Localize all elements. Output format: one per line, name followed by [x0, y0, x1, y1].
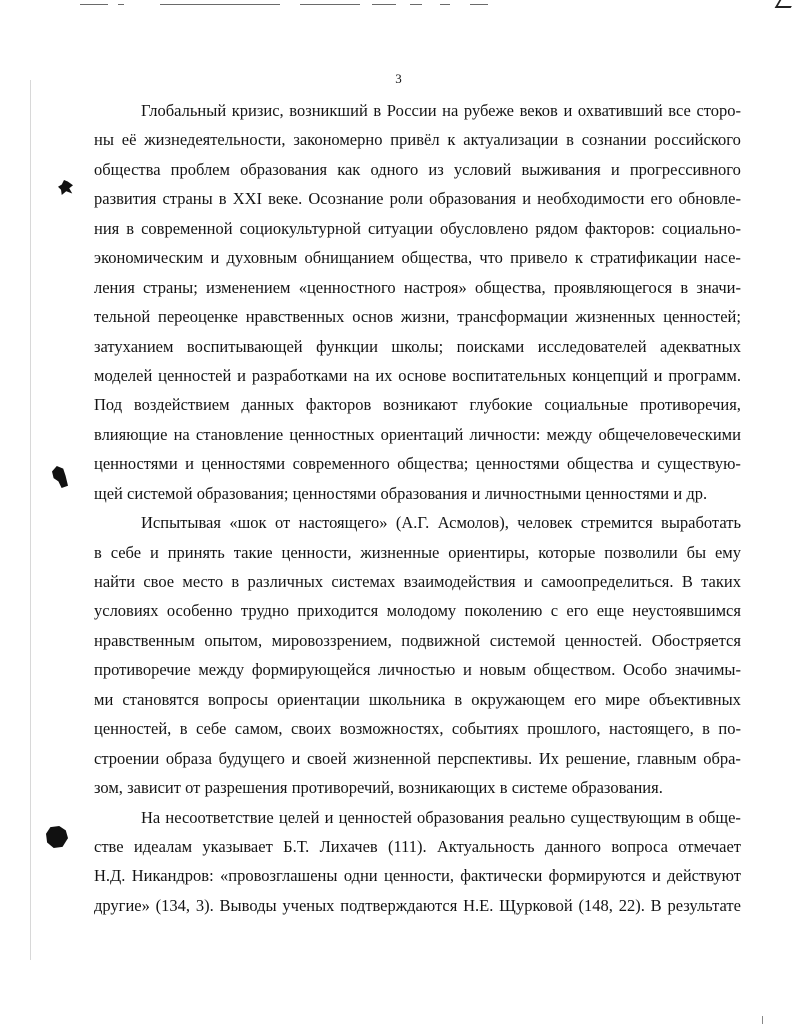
margin-blot-mark: [58, 180, 73, 195]
text-line: общества проблем образования как одного из условий выживания и прогрессивного: [94, 159, 741, 179]
text-line: противоречие между формирующейся личностью и новым обществом. Особо значимы-: [94, 660, 741, 680]
text-line: в себе и принять такие ценности, жизненные ориентиры, которые позволили бы ему: [94, 542, 741, 562]
text-line: На несоответствие целей и ценностей образования реально существующим в обще-: [141, 807, 741, 827]
text-line: условиях особенно трудно приходится молодому поколению с его еще неустоявшимся: [94, 601, 741, 621]
text-line: моделей ценностей и разработками на их основе воспитательных концепций и программ.: [94, 365, 741, 385]
text-line: ценностями и ценностями современного общества; ценностями общества и существую-: [94, 454, 741, 474]
text-line: другие» (134, 3). Выводы ученых подтверждаются Н.Е. Щурковой (148, 22). В результате: [94, 895, 741, 915]
margin-blot-mark: [46, 826, 68, 848]
text-line: развития страны в XXI веке. Осознание роли образования и необходимости его обновле-: [94, 189, 741, 209]
text-line: тельной переоценке нравственных основ жизни, трансформации жизненных ценностей;: [94, 307, 741, 327]
page-number: 3: [395, 71, 402, 86]
text-line: ми становятся вопросы ориентации школьника в окружающем его мире объективных: [94, 689, 741, 709]
text-line: Н.Д. Никандров: «провозглашены одни ценности, фактически формируются и действуют: [94, 866, 741, 886]
text-line: Испытывая «шок от настоящего» (А.Г. Асмолов), человек стремится выработать: [141, 513, 741, 533]
paragraph: [94, 508, 741, 802]
scan-bottom-tick: [762, 1016, 763, 1024]
document-body: [94, 96, 741, 920]
text-line: Глобальный кризис, возникший в России на рубеже веков и охвативший все сторо-: [141, 101, 741, 120]
text-line: Под воздействием данных факторов возникают глубокие социальные противоречия,: [94, 395, 741, 415]
scan-left-rule: [30, 80, 31, 960]
paragraph: [94, 96, 741, 508]
text-line: стве идеалам указывает Б.Т. Лихачев (111). Актуальность данного вопроса отмечает: [94, 836, 741, 856]
text-line: ления страны; изменением «ценностного настроя» общества, проявляющегося в значи-: [94, 277, 741, 297]
text-line: найти свое место в различных системах взаимодействия и самоопределиться. В таких: [94, 572, 741, 591]
text-line: строении образа будущего и своей жизненной перспективы. Их решение, главным обра-: [94, 748, 741, 768]
text-line: зом, зависит от разрешения противоречий, возникающих в системе образования.: [94, 778, 663, 798]
text-line: ния в современной социокультурной ситуации обусловлено рядом факторов: социально-: [94, 218, 741, 238]
scan-top-edge: [0, 0, 797, 12]
text-line: щей системой образования; ценностями образования и личностными ценностями и др.: [94, 483, 708, 503]
text-line: затуханием воспитывающей функции школы; поисками исследователей адекватных: [94, 336, 741, 356]
margin-blot-mark: [52, 466, 68, 488]
text-line: влияющие на становление ценностных ориентаций личности: между общечеловеческими: [94, 424, 741, 444]
text-line: ценностей, в себе самом, своих возможностях, событиях прошлого, настоящего, в по-: [94, 719, 741, 739]
text-line: ны её жизнедеятельности, закономерно привёл к актуализации в сознании российского: [94, 130, 741, 150]
paragraph: [94, 803, 741, 921]
text-line: нравственным опытом, мировоззрением, подвижной системой ценностей. Обостряется: [94, 630, 741, 650]
text-line: экономическим и духовным обнищанием общества, что привело к стратификации насе-: [94, 248, 741, 268]
